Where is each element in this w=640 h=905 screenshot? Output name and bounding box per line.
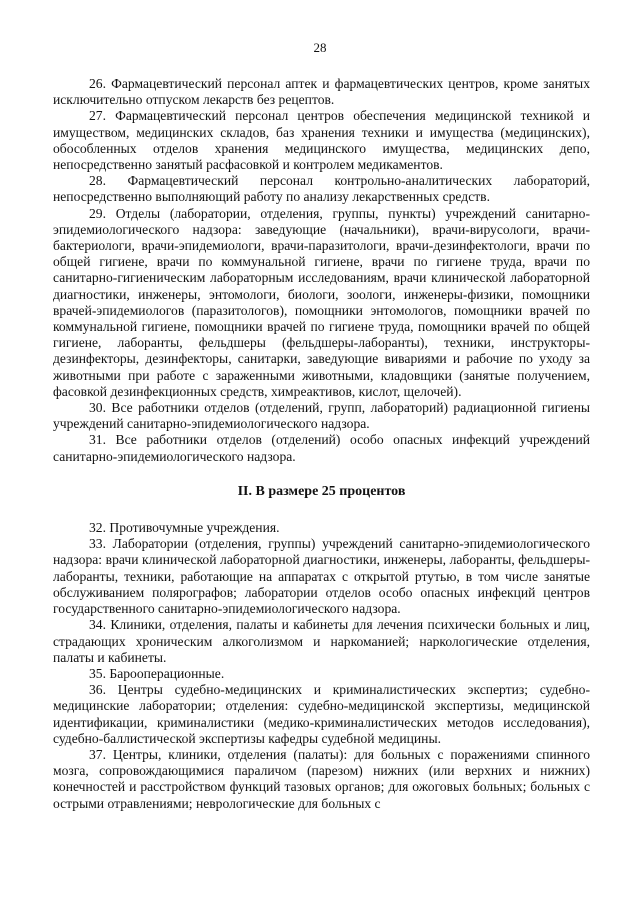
paragraph-36: 36. Центры судебно-медицинских и криминалистических экспертиз; судебно-медицинские лаборатории; отделения: судебно-медицинской экспертизы, медицинской идентификации, криминалистики (медико-криминалистических методов исследования), судебно-баллистической экспертизы кафедры судебной медицины.	[53, 682, 590, 746]
section-heading: II. В размере 25 процентов	[237, 483, 406, 499]
paragraph-27: 27. Фармацевтический персонал центров обеспечения медицинской техникой и имуществом, медицинских складов, баз хранения техники и имущества (медицинских), обособленных отделов хранения медицинского имущества, медицинских депо, непосредственно занятый расфасовкой и контролем медикаментов.	[53, 108, 590, 173]
paragraph-28: 28. Фармацевтический персонал контрольно-аналитических лабораторий, непосредственно выполняющий работу по анализу лекарственных средств.	[53, 173, 590, 205]
document-body	[53, 76, 590, 812]
paragraph-29: 29. Отделы (лаборатории, отделения, группы, пункты) учреждений санитарно-эпидемиологического надзора: заведующие (начальники), врачи-вирусологи, врачи-бактериологи, врачи-эпидемиологи, врачи-паразитологи, врачи-дезинфектологи, врачи по общей гигиене, врачи по коммунальной гигиене, врачи по гигиене труда, врачи по санитарно-гигиеническим лабораторным исследованиям, врачи клинической лабораторной диагностики, инженеры, энтомологи, биологи, зоологи, инженеры-физики, помощники врачей-эпидемиологов (паразитологов), помощники энтомологов, помощники врачей по коммунальной гигиене, помощники врачей по гигиене труда, помощники врачей по общей гигиене, лаборанты, фельдшеры (фельдшеры-лаборанты), техники, инструкторы-дезинфекторы, дезинфекторы, санитарки, заведующие вивариями и рабочие по уходу за животными при работе с зараженными животными, кладовщики (занятые получением, фасовкой дезинфекционных средств, химреактивов, кислот, щелочей).	[53, 205, 590, 399]
paragraph-33: 33. Лаборатории (отделения, группы) учреждений санитарно-эпидемиологического надзора: врачи клинической лабораторной диагностики, инженеры, лаборанты, фельдшеры-лаборанты, техники, работающие на аппаратах с открытой ртутью, в том числе занятые обслуживанием полярографов; лаборатории отделов особо опасных инфекций центров государственного санитарно-эпидемиологического надзора.	[53, 536, 590, 617]
paragraph-34: 34. Клиники, отделения, палаты и кабинеты для лечения психически больных и лиц, страдающих хроническим алкоголизмом и наркоманией; наркологические отделения, палаты и кабинеты.	[53, 617, 590, 665]
paragraph-30: 30. Все работники отделов (отделений, групп, лабораторий) радиационной гигиены учреждений санитарно-эпидемиологического надзора.	[53, 400, 590, 432]
paragraph-35: 35. Бароопeрационные.	[89, 665, 225, 681]
paragraph-32: 32. Противочумные учреждения.	[89, 520, 280, 536]
paragraph-31: 31. Все работники отделов (отделений) особо опасных инфекций учреждений санитарно-эпидемиологического надзора.	[53, 432, 590, 464]
page-number: 28	[313, 40, 327, 55]
paragraph-37: 37. Центры, клиники, отделения (палаты): для больных с поражениями спинного мозга, сопровождающимися параличом (парезом) нижних (или верхних и нижних) конечностей и расстройством функций тазовых органов; для ожоговых больных; больных с острыми отравлениями; неврологические для больных с	[53, 746, 590, 811]
paragraph-26: 26. Фармацевтический персонал аптек и фармацевтических центров, кроме занятых исключительно отпуском лекарств без рецептов.	[53, 76, 590, 108]
